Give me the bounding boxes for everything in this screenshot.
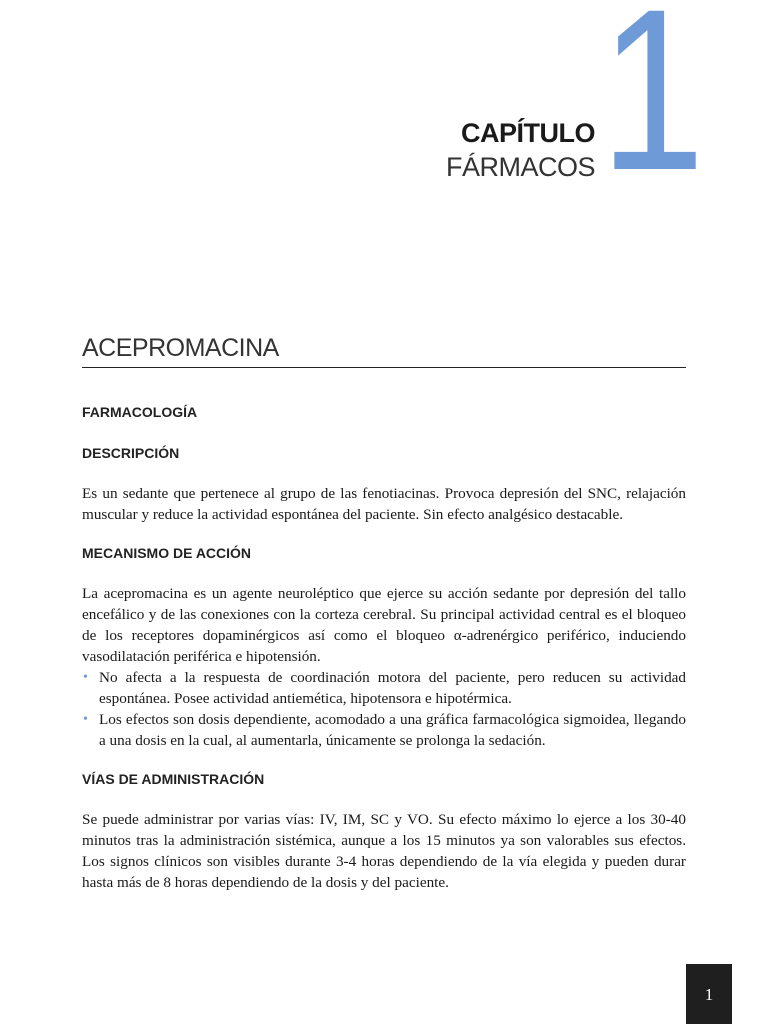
heading-vias: VÍAS DE ADMINISTRACIÓN — [82, 771, 265, 787]
section-title: ACEPROMACINA — [82, 334, 686, 368]
page-number-badge — [686, 964, 732, 1024]
chapter-title: FÁRMACOS — [445, 152, 595, 182]
bullet-icon: • — [83, 712, 88, 727]
page-number: 1 — [704, 985, 714, 1004]
paragraph-vias: Se puede administrar por varias vías: IV, IM, SC y VO. Su efecto máximo lo ejerce a los 30-40 minutos tras la administración sistémica, aunque a los 15 minutos ya son valorables sus efectos. Los signos clínicos son visibles durante 3-4 horas dependiendo de la vía elegida y pueden durar hasta más de 8 horas dependiendo de la dosis y del paciente. — [82, 811, 686, 891]
paragraph-mecanismo: La acepromacina es un agente neuroléptico que ejerce su acción sedante por depresión del tallo encefálico y de las conexiones con la corteza cerebral. Su principal actividad central es el bloqueo de los receptores dopaminérgicos así como el bloqueo α-adrenérgico periférico, induciendo vasodilatación periférica e hipotensión. — [82, 585, 686, 665]
list-item-text: Los efectos son dosis dependiente, acomodado a una gráfica farmacológica sigmoidea, llegando a una dosis en la cual, al aumentarla, únicamente se prolonga la sedación. — [99, 711, 686, 749]
paragraph-descripcion: Es un sedante que pertenece al grupo de las fenotiacinas. Provoca depresión del SNC, relajación muscular y reduce la actividad espontánea del paciente. Sin efecto analgésico destacable. — [82, 485, 686, 523]
heading-mecanismo: MECANISMO DE ACCIÓN — [82, 545, 252, 561]
page-content — [82, 404, 686, 893]
list-item — [82, 709, 686, 751]
heading-descripcion: DESCRIPCIÓN — [82, 445, 180, 461]
list-item — [82, 667, 686, 709]
chapter-number: 1 — [600, 0, 705, 218]
bullet-icon: • — [83, 670, 88, 685]
bullet-list-mecanismo — [82, 667, 686, 751]
heading-farmacologia: FARMACOLOGÍA — [82, 404, 198, 420]
chapter-label: CAPÍTULO — [461, 118, 595, 148]
list-item-text: No afecta a la respuesta de coordinación motora del paciente, pero reducen su actividad espontánea. Posee actividad antiemética, hipotensora e hipotérmica. — [99, 669, 686, 707]
